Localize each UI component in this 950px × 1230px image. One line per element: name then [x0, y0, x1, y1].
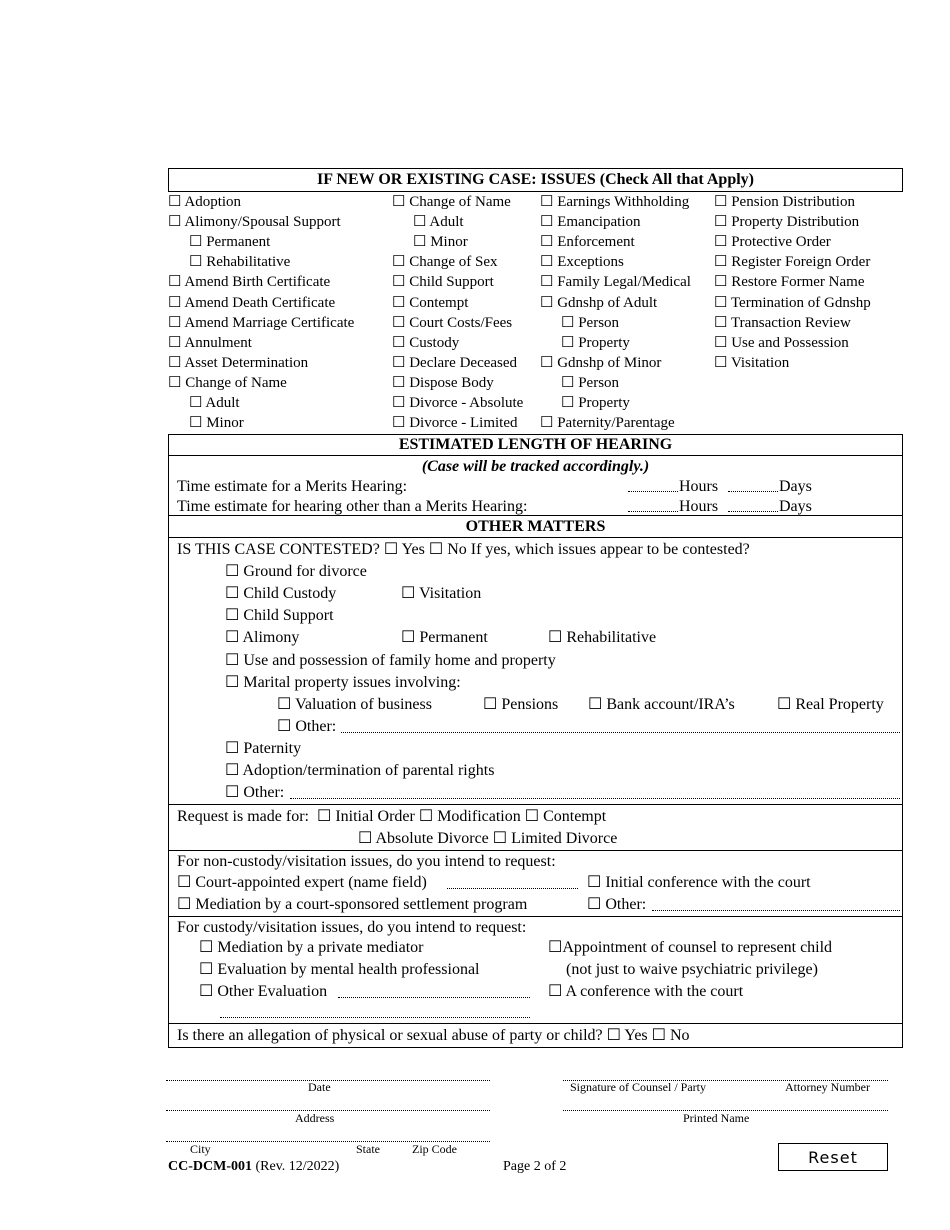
issue-checkbox[interactable]: ☐ — [168, 354, 182, 371]
issue-checkbox[interactable]: ☐ — [540, 354, 554, 371]
issue-checkbox[interactable]: ☐ — [540, 214, 554, 231]
valuation-checkbox[interactable]: ☐ — [277, 696, 292, 713]
issue-checkbox[interactable]: ☐ — [189, 395, 203, 411]
bank-label: Bank account/IRA’s — [606, 696, 735, 713]
adoption-term-item — [225, 760, 494, 782]
issue-label: Emancipation — [557, 214, 641, 231]
alimony-label: Alimony — [242, 629, 300, 646]
issue-checkbox[interactable]: ☐ — [540, 254, 554, 271]
issue-label: Contempt — [409, 294, 469, 311]
issue-checkbox[interactable]: ☐ — [189, 254, 203, 271]
custody-question: For custody/visitation issues, do you intend to request: — [177, 919, 527, 936]
issue-checkbox[interactable]: ☐ — [392, 274, 406, 291]
initial-order-checkbox[interactable]: ☐ — [316, 808, 332, 825]
real-property-item — [777, 694, 884, 716]
initial-conf-label: Initial conference with the court — [605, 874, 811, 891]
issue-item-visitation — [714, 353, 789, 373]
valuation-item — [277, 694, 432, 716]
issue-label: Adult — [429, 214, 464, 231]
alimony-checkbox[interactable]: ☐ — [225, 629, 240, 646]
issue-item-exceptions — [540, 252, 624, 272]
issue-label: Amend Marriage Certificate — [184, 314, 355, 331]
expert-label: Court-appointed expert (name field) — [195, 874, 427, 891]
issue-label: Custody — [409, 334, 460, 351]
issue-label: Divorce - Absolute — [409, 395, 524, 411]
issue-checkbox[interactable]: ☐ — [714, 334, 728, 351]
counsel-item — [548, 937, 832, 959]
issue-checkbox[interactable]: ☐ — [561, 395, 575, 411]
issue-item-property-distribution — [714, 212, 859, 232]
issue-label: Asset Determination — [184, 354, 309, 371]
marital-other-field[interactable] — [341, 732, 900, 733]
expert-name-field[interactable] — [447, 888, 578, 889]
limited-divorce-label: Limited Divorce — [511, 830, 618, 847]
rehabilitative-item — [548, 627, 656, 649]
issue-checkbox[interactable]: ☐ — [168, 194, 182, 210]
issue-checkbox[interactable]: ☐ — [392, 374, 406, 391]
mediation-checkbox[interactable]: ☐ — [177, 896, 192, 913]
counsel-checkbox[interactable]: ☐ — [548, 939, 563, 956]
conference-checkbox[interactable]: ☐ — [548, 983, 563, 1000]
modification-checkbox[interactable]: ☐ — [418, 808, 434, 825]
issue-item-adoption — [168, 192, 241, 212]
contested-other-label: Other: — [243, 784, 285, 801]
issue-checkbox[interactable]: ☐ — [392, 314, 406, 331]
contested-line — [177, 539, 750, 561]
alimony-item — [225, 627, 299, 649]
issue-item-amend-marriage-certificate — [168, 313, 354, 333]
issue-checkbox[interactable]: ☐ — [392, 395, 406, 411]
waive-note: (not just to waive psychiatric privilege) — [566, 961, 818, 978]
reset-button[interactable]: Reset — [778, 1143, 888, 1171]
issue-item-change-of-sex — [392, 252, 498, 272]
issue-label: Enforcement — [557, 234, 635, 251]
issue-item-permanent — [189, 232, 270, 252]
evaluation-mh-item — [199, 959, 480, 981]
noncustody-other-label: Other: — [605, 896, 647, 913]
issue-label: Adoption — [184, 194, 242, 210]
issues-title: IF NEW OR EXISTING CASE: ISSUES (Check All that Apply) — [317, 171, 754, 188]
other-hearing-label: Time estimate for hearing other than a Merits Hearing: — [177, 498, 528, 515]
issue-checkbox[interactable]: ☐ — [540, 194, 554, 210]
issue-item-minor — [413, 232, 468, 252]
issue-item-pension-distribution — [714, 192, 855, 212]
contested-yes-checkbox[interactable]: ☐ — [383, 541, 399, 558]
pensions-label: Pensions — [501, 696, 559, 713]
other-eval-field[interactable] — [338, 997, 530, 998]
noncustody-other-item — [587, 894, 646, 916]
issue-item-person — [561, 373, 619, 393]
issue-item-amend-death-certificate — [168, 293, 335, 313]
private-mediator-item — [199, 937, 424, 959]
issue-item-rehabilitative — [189, 252, 290, 272]
issue-label: Change of Sex — [409, 254, 498, 271]
issue-item-termination-of-gdnshp — [714, 293, 871, 313]
issue-item-person — [561, 313, 619, 333]
issue-item-court-costs-fees — [392, 313, 512, 333]
other-eval-checkbox[interactable]: ☐ — [199, 983, 214, 1000]
issue-item-paternity-parentage — [540, 413, 675, 433]
marital-other-label: Other: — [295, 718, 337, 735]
mediation-item — [177, 894, 527, 916]
use-possession-checkbox[interactable]: ☐ — [225, 652, 240, 669]
issue-item-change-of-name — [392, 192, 511, 212]
expert-item — [177, 872, 427, 894]
attorney-number-label: Attorney Number — [785, 1080, 870, 1094]
counsel-label: Appointment of counsel to represent child — [562, 939, 833, 956]
issue-item-protective-order — [714, 232, 831, 252]
other-eval-item — [199, 981, 327, 1003]
form-number: CC-DCM-001 — [168, 1159, 252, 1174]
permanent-checkbox[interactable]: ☐ — [401, 629, 416, 646]
request-line-2 — [358, 828, 617, 850]
rehabilitative-label: Rehabilitative — [566, 629, 657, 646]
issue-label: Restore Former Name — [731, 274, 865, 291]
use-possession-label: Use and possession of family home and property — [243, 652, 556, 669]
hearing-subtitle: (Case will be tracked accordingly.) — [421, 458, 650, 475]
permanent-label: Permanent — [419, 629, 488, 646]
issue-item-property — [561, 333, 630, 353]
absolute-divorce-label: Absolute Divorce — [375, 830, 489, 847]
issue-label: Change of Name — [409, 194, 511, 210]
issue-checkbox[interactable]: ☐ — [168, 294, 182, 311]
initial-order-label: Initial Order — [335, 808, 415, 825]
issue-checkbox[interactable]: ☐ — [392, 194, 406, 210]
marital-property-label: Marital property issues involving: — [243, 674, 461, 691]
issue-checkbox[interactable]: ☐ — [714, 314, 728, 331]
contested-question: IS THIS CASE CONTESTED? — [177, 541, 380, 558]
form-revision: (Rev. 12/2022) — [255, 1159, 340, 1174]
issue-checkbox[interactable]: ☐ — [714, 234, 728, 251]
issue-item-contempt — [392, 293, 468, 313]
issue-item-adult — [413, 212, 464, 232]
issue-item-property — [561, 393, 630, 413]
issue-label: Annulment — [184, 334, 252, 351]
issue-checkbox[interactable]: ☐ — [540, 234, 554, 251]
issue-label: Dispose Body — [409, 374, 494, 391]
other-days-field[interactable] — [728, 511, 778, 512]
issue-item-gdnshp-of-adult — [540, 293, 657, 313]
private-mediator-checkbox[interactable]: ☐ — [199, 939, 214, 956]
issue-item-register-foreign-order — [714, 252, 870, 272]
evaluation-mh-checkbox[interactable]: ☐ — [199, 961, 214, 978]
issue-item-enforcement — [540, 232, 635, 252]
issue-item-minor — [189, 413, 244, 433]
page-number: Page 2 of 2 — [503, 1159, 567, 1174]
hearing-title: ESTIMATED LENGTH OF HEARING — [398, 436, 673, 453]
issue-label: Protective Order — [731, 234, 831, 251]
merits-days-label: Days — [779, 478, 812, 495]
issue-label: Visitation — [730, 354, 790, 371]
issue-label: Register Foreign Order — [731, 254, 871, 271]
visitation-item — [401, 583, 481, 605]
merits-hours-field[interactable] — [628, 491, 678, 492]
mediation-label: Mediation by a court-sponsored settlement program — [195, 896, 528, 913]
visitation-label: Visitation — [419, 585, 482, 602]
issue-item-amend-birth-certificate — [168, 272, 330, 292]
adoption-term-checkbox[interactable]: ☐ — [225, 762, 240, 779]
issue-checkbox[interactable]: ☐ — [540, 415, 554, 432]
bank-checkbox[interactable]: ☐ — [588, 696, 603, 713]
issue-label: Use and Possession — [731, 334, 849, 351]
private-mediator-label: Mediation by a private mediator — [217, 939, 424, 956]
issue-label: Exceptions — [557, 254, 624, 271]
marital-property-item — [225, 672, 461, 694]
issue-label: Divorce - Limited — [409, 415, 518, 432]
initial-conf-checkbox[interactable]: ☐ — [587, 874, 602, 891]
signature-label: Signature of Counsel / Party — [570, 1080, 706, 1094]
abuse-no-label: No — [670, 1027, 690, 1044]
conference-label: A conference with the court — [565, 983, 744, 1000]
form-id — [168, 1158, 339, 1176]
abuse-yes-checkbox[interactable]: ☐ — [606, 1027, 621, 1044]
issue-label: Property — [578, 395, 630, 411]
issue-item-adult — [189, 393, 240, 413]
issue-label: Pension Distribution — [731, 194, 855, 210]
other-matters-title: OTHER MATTERS — [465, 518, 606, 535]
other-hours-label: Hours — [679, 498, 719, 515]
issue-label: Permanent — [206, 234, 271, 251]
issue-label: Termination of Gdnshp — [730, 294, 871, 311]
issue-checkbox[interactable]: ☐ — [189, 415, 203, 432]
rehabilitative-checkbox[interactable]: ☐ — [548, 629, 563, 646]
issue-checkbox[interactable]: ☐ — [540, 294, 554, 311]
issue-item-family-legal-medical — [540, 272, 691, 292]
child-custody-label: Child Custody — [243, 585, 337, 602]
initial-conf-item — [587, 872, 811, 894]
issue-label: Court Costs/Fees — [409, 314, 513, 331]
issue-checkbox[interactable]: ☐ — [561, 334, 575, 351]
merits-hours-label: Hours — [679, 478, 719, 495]
paternity-checkbox[interactable]: ☐ — [225, 740, 240, 757]
request-line-1 — [177, 806, 606, 828]
pensions-checkbox[interactable]: ☐ — [483, 696, 498, 713]
issue-checkbox[interactable]: ☐ — [540, 274, 554, 291]
issue-item-emancipation — [540, 212, 641, 232]
issue-label: Paternity/Parentage — [557, 415, 675, 432]
issue-label: Child Support — [409, 274, 494, 291]
abuse-question: Is there an allegation of physical or sexual abuse of party or child? — [177, 1027, 603, 1044]
request-label: Request is made for: — [177, 808, 309, 825]
noncustody-other-field[interactable] — [652, 910, 900, 911]
printed-name-label: Printed Name — [683, 1111, 750, 1125]
issue-label: Declare Deceased — [409, 354, 518, 371]
real-property-checkbox[interactable]: ☐ — [777, 696, 792, 713]
divider — [168, 1023, 903, 1024]
issue-label: Rehabilitative — [206, 254, 291, 271]
other-eval-label: Other Evaluation — [217, 983, 328, 1000]
issue-label: Transaction Review — [730, 314, 851, 331]
issue-item-restore-former-name — [714, 272, 865, 292]
marital-other-checkbox[interactable]: ☐ — [277, 718, 292, 735]
noncustody-other-checkbox[interactable]: ☐ — [587, 896, 602, 913]
issue-checkbox[interactable]: ☐ — [189, 234, 203, 251]
abuse-line — [177, 1025, 690, 1047]
issue-checkbox[interactable]: ☐ — [392, 334, 406, 351]
issue-item-divorce-limited — [392, 413, 518, 433]
issue-label: Person — [578, 374, 620, 391]
paternity-label: Paternity — [243, 740, 302, 757]
visitation-checkbox[interactable]: ☐ — [401, 585, 416, 602]
conference-item — [548, 981, 743, 1003]
issue-label: Property Distribution — [731, 214, 860, 231]
issue-label: Earnings Withholding — [557, 194, 690, 210]
real-property-label: Real Property — [795, 696, 884, 713]
paternity-item — [225, 738, 301, 760]
issue-label: Person — [578, 314, 620, 331]
ground-divorce-label: Ground for divorce — [243, 563, 367, 580]
issue-item-annulment — [168, 333, 252, 353]
contested-yes-label: Yes — [401, 541, 425, 558]
valuation-label: Valuation of business — [295, 696, 432, 713]
issue-label: Gdnshp of Minor — [557, 354, 662, 371]
issue-item-alimony-spousal-support — [168, 212, 341, 232]
issue-label: Alimony/Spousal Support — [184, 214, 341, 231]
city-label: City — [190, 1142, 211, 1156]
adoption-term-label: Adoption/termination of parental rights — [242, 762, 495, 779]
bank-item — [588, 694, 735, 716]
contested-other-item — [225, 782, 284, 804]
contested-other-checkbox[interactable]: ☐ — [225, 784, 240, 801]
divider — [168, 804, 903, 805]
issue-item-child-support — [392, 272, 494, 292]
issue-checkbox[interactable]: ☐ — [714, 194, 728, 210]
child-support-item — [225, 605, 334, 627]
child-custody-item — [225, 583, 336, 605]
issue-checkbox[interactable]: ☐ — [714, 274, 728, 291]
contested-no-label: No If yes, which issues appear to be contested? — [447, 541, 750, 558]
noncustody-question: For non-custody/visitation issues, do you intend to request: — [177, 853, 556, 870]
issue-checkbox[interactable]: ☐ — [168, 334, 182, 351]
ground-divorce-item — [225, 561, 367, 583]
merits-hearing-label: Time estimate for a Merits Hearing: — [177, 478, 408, 495]
other-hours-field[interactable] — [628, 511, 678, 512]
issue-item-declare-deceased — [392, 353, 517, 373]
issue-checkbox[interactable]: ☐ — [413, 234, 427, 251]
issue-label: Amend Death Certificate — [184, 294, 336, 311]
child-support-checkbox[interactable]: ☐ — [225, 607, 240, 624]
child-support-label: Child Support — [243, 607, 334, 624]
marital-property-checkbox[interactable]: ☐ — [225, 674, 240, 691]
issue-checkbox[interactable]: ☐ — [168, 314, 182, 331]
issue-label: Gdnshp of Adult — [557, 294, 658, 311]
issue-item-custody — [392, 333, 459, 353]
issue-label: Minor — [430, 234, 468, 251]
use-possession-item — [225, 650, 556, 672]
issue-item-gdnshp-of-minor — [540, 353, 661, 373]
issue-item-use-and-possession — [714, 333, 849, 353]
issue-checkbox[interactable]: ☐ — [392, 294, 406, 311]
issue-label: Family Legal/Medical — [557, 274, 691, 291]
contempt-checkbox[interactable]: ☐ — [524, 808, 540, 825]
merits-days-field[interactable] — [728, 491, 778, 492]
ground-divorce-checkbox[interactable]: ☐ — [225, 563, 240, 580]
modification-label: Modification — [437, 808, 521, 825]
issue-label: Change of Name — [185, 374, 287, 391]
issue-item-transaction-review — [714, 313, 851, 333]
expert-checkbox[interactable]: ☐ — [177, 874, 192, 891]
issue-checkbox[interactable]: ☐ — [561, 374, 575, 391]
date-label: Date — [308, 1080, 331, 1094]
state-label: State — [356, 1142, 380, 1156]
issue-checkbox[interactable]: ☐ — [168, 214, 182, 231]
contested-no-checkbox[interactable]: ☐ — [428, 541, 444, 558]
issue-item-divorce-absolute — [392, 393, 523, 413]
issue-checkbox[interactable]: ☐ — [561, 314, 575, 331]
marital-other-item — [277, 716, 336, 738]
issue-label: Amend Birth Certificate — [184, 274, 331, 291]
issue-checkbox[interactable]: ☐ — [392, 415, 406, 432]
limited-divorce-checkbox[interactable]: ☐ — [492, 830, 508, 847]
issue-checkbox[interactable]: ☐ — [714, 254, 728, 271]
issue-checkbox[interactable]: ☐ — [168, 374, 182, 391]
issue-checkbox[interactable]: ☐ — [714, 354, 728, 371]
issue-item-dispose-body — [392, 373, 494, 393]
contested-other-field[interactable] — [290, 798, 900, 799]
issue-item-change-of-name — [168, 373, 287, 393]
issue-item-asset-determination — [168, 353, 308, 373]
abuse-yes-label: Yes — [624, 1027, 648, 1044]
permanent-item — [401, 627, 488, 649]
issue-checkbox[interactable]: ☐ — [392, 354, 406, 371]
issue-checkbox[interactable]: ☐ — [413, 214, 427, 231]
issue-item-earnings-withholding — [540, 192, 689, 212]
pensions-item — [483, 694, 558, 716]
other-days-label: Days — [779, 498, 812, 515]
other-eval-field-line2[interactable] — [220, 1017, 530, 1018]
abuse-no-checkbox[interactable]: ☐ — [651, 1027, 666, 1044]
zip-label: Zip Code — [412, 1142, 457, 1156]
issue-label: Adult — [205, 395, 240, 411]
contempt-label: Contempt — [543, 808, 607, 825]
address-label: Address — [295, 1111, 335, 1125]
issue-checkbox[interactable]: ☐ — [168, 274, 182, 291]
issue-label: Minor — [206, 415, 244, 432]
issue-label: Property — [578, 334, 630, 351]
evaluation-mh-label: Evaluation by mental health professional — [217, 961, 480, 978]
issue-checkbox[interactable]: ☐ — [714, 294, 728, 311]
absolute-divorce-checkbox[interactable]: ☐ — [358, 830, 373, 847]
issue-checkbox[interactable]: ☐ — [392, 254, 406, 271]
issue-checkbox[interactable]: ☐ — [714, 214, 728, 231]
child-custody-checkbox[interactable]: ☐ — [225, 585, 240, 602]
